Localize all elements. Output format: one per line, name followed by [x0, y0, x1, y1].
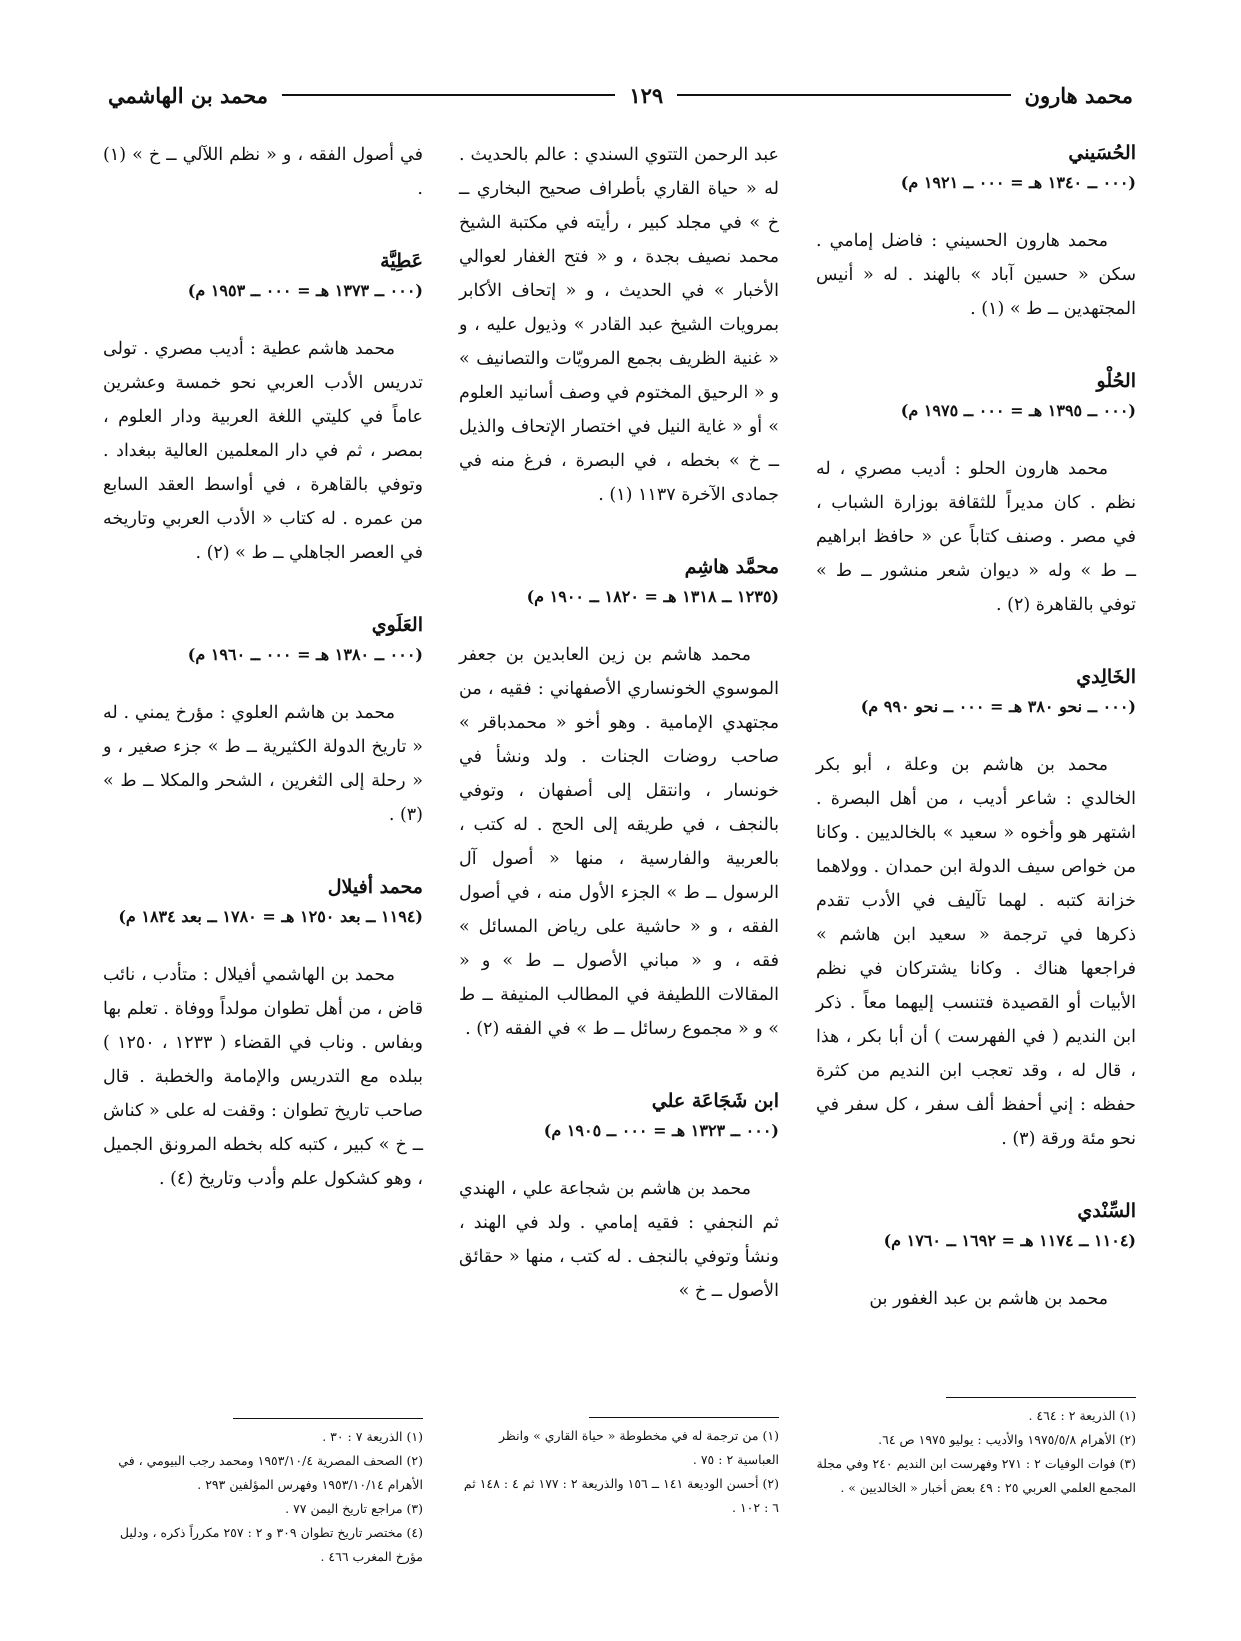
- header-rule: [677, 94, 1010, 96]
- entry-atiyya: [103, 246, 423, 570]
- entry-dates: (٠٠٠ ــ ١٣٨٠ هـ = ٠٠٠ ــ ١٩٦٠ م): [187, 645, 423, 664]
- entry-heading: العَلَوي: [371, 614, 423, 636]
- footnote: (١) من ترجمة له في مخطوطة « حياة القاري » وانظر العباسية ٢ : ٧٥ .: [498, 1428, 779, 1467]
- entry-heading: الخَالِدي: [1076, 666, 1136, 688]
- entry-sindi: [816, 1196, 1136, 1316]
- entry-dates: (٠٠٠ ــ ١٣٧٣ هـ = ٠٠٠ ــ ١٩٥٣ م): [187, 281, 423, 300]
- entry-heading: محمَّد هاشِم: [684, 556, 779, 578]
- entry-heading: ابن شَجَاعَة علي: [651, 1090, 779, 1112]
- entry-alawi: [103, 610, 423, 832]
- footnote-rule: [233, 1418, 423, 1419]
- entry-body: محمد هاشم عطية : أديب مصري . تولى تدريس الأدب العربي نحو خمسة وعشرين عاماً في كليتي اللغة العربية ودار العلوم ، بمصر ، ثم في دار المعلمين العالية ببغداد . وتوفي بالقاهرة ، في أواسط العقد السابع من عمره . له كتاب « الأدب العربي وتاريخه في العصر الجاهلي ــ ط » (٢) .: [103, 339, 423, 563]
- footnote-rule: [589, 1417, 779, 1418]
- footnotes-middle: [459, 1417, 779, 1520]
- footnote-rule: [946, 1397, 1136, 1398]
- entry-dates: (١١٠٤ ــ ١١٧٤ هـ = ١٦٩٢ ــ ١٧٦٠ م): [883, 1231, 1136, 1250]
- page-number: ١٢٩: [629, 82, 664, 108]
- entry-body: محمد هاشم بن زين العابدين بن جعفر الموسوي الخونساري الأصفهاني : فقيه ، من مجتهدي الإمامية . وهو أخو « محمدباقر » صاحب روضات الجنات . ولد ونشأ في خونسار ، وانتقل إلى أصفهان ، وتوفي بالنجف ، في طريقه إلى الحج . له كتب ، بالعربية والفارسية ، منها « أصول آل الرسول ــ ط » الجزء الأول منه ، في أصول الفقه ، و « حاشية على رياض المسائل » فقه ، و « مباني الأصول ــ ط » و « المقالات اللطيفة في المطالب المنيفة ــ ط » و « مجموع رسائل ــ ط » في الفقه (٢) .: [459, 645, 779, 1039]
- continued-text: عبد الرحمن التتوي السندي : عالم بالحديث . له « حياة القاري بأطراف صحيح البخاري ــ خ » في مجلد كبير ، رأيته في مكتبة الشيخ محمد نصيف بجدة ، و « فتح الغفار لعوالي الأخبار » في الحديث ، و « إتحاف الأكابر بمرويات الشيخ عبد القادر » وذيول عليه ، و « غنية الظريف بجمع المرويّات والتصانيف » و « الرحيق المختوم في وصف أسانيد العلوم » أو « غاية النيل في اختصار الإتحاف والذيل ــ خ » بخطه ، في البصرة ، فرغ منه في جمادى الآخرة ١١٣٧ (١) .: [459, 145, 779, 505]
- entry-hilu: [816, 366, 1136, 622]
- column-right: [816, 138, 1136, 1598]
- entry-dates: (٠٠٠ ــ نحو ٣٨٠ هـ = ٠٠٠ ــ نحو ٩٩٠ م): [860, 697, 1136, 716]
- entry-dates: (١١٩٤ ــ بعد ١٢٥٠ هـ = ١٧٨٠ ــ بعد ١٨٣٤ م): [118, 907, 423, 926]
- entry-husaini: [816, 138, 1136, 326]
- running-header: [108, 78, 1133, 112]
- column-middle: [459, 138, 779, 1598]
- footnote: (١) الذريعة ٢ : ٤٦٤ .: [1028, 1408, 1136, 1423]
- running-header-right-title: محمد هارون: [1024, 82, 1133, 108]
- footnote: (١) الذريعة ٧ : ٣٠ .: [322, 1429, 423, 1444]
- entry-body: محمد هارون الحسيني : فاضل إمامي . سكن « حسين آباد » بالهند . له « أنيس المجتهدين ــ ط » (١) .: [816, 231, 1136, 319]
- footnotes-right: [816, 1397, 1136, 1500]
- entry-dates: (١٢٣٥ ــ ١٣١٨ هـ = ١٨٢٠ ــ ١٩٠٠ م): [526, 587, 779, 606]
- entry-khalidi: [816, 662, 1136, 1156]
- entry-muhammad-hashim: [459, 552, 779, 1046]
- footnote: (٢) الأهرام ١٩٧٥/٥/٨ والأديب : يوليو ١٩٧٥ ص ٦٤.: [878, 1432, 1136, 1447]
- entry-heading: محمد أفيلال: [327, 876, 423, 898]
- footnote: (٢) أحسن الوديعة ١٤١ ــ ١٥٦ والذريعة ٢ : ١٧٧ ثم ٤ : ١٤٨ ثم ٦ : ١٠٢ .: [463, 1476, 779, 1515]
- footnote: (٣) مراجع تاريخ اليمن ٧٧ .: [285, 1501, 423, 1516]
- entry-heading: عَطِيَّة: [380, 250, 423, 272]
- entry-body: محمد بن هاشم بن شجاعة علي ، الهندي ثم النجفي : فقيه إمامي . ولد في الهند ، ونشأ وتوفي بالنجف . له كتب ، منها « حقائق الأصول ــ خ »: [459, 1179, 779, 1301]
- running-header-left-title: محمد بن الهاشمي: [107, 82, 268, 108]
- entry-heading: الحُلْو: [1096, 370, 1136, 392]
- continued-text: في أصول الفقه ، و « نظم اللآلي ــ خ » (١) .: [103, 145, 423, 199]
- footnotes-left: [103, 1418, 423, 1569]
- header-rule: [282, 94, 615, 96]
- entry-dates: (٠٠٠ ــ ١٣٤٠ هـ = ٠٠٠ ــ ١٩٢١ م): [900, 173, 1136, 192]
- entry-body: محمد بن هاشم بن وعلة ، أبو بكر الخالدي : شاعر أديب ، من أهل البصرة . اشتهر هو وأخوه « سعيد » بالخالديين . وكانا من خواص سيف الدولة ابن حمدان . وولاهما خزانة كتبه . لهما تآليف في الأدب تقدم ذكرها في ترجمة « سعيد ابن هاشم » فراجعها هناك . وكانا يشتركان في نظم الأبيات أو القصيدة فتنسب إليهما معاً . ذكر ابن النديم ( في الفهرست ) أن أبا بكر ، هذا ، قال له ، وقد تعجب ابن النديم من كثرة حفظه : إني أحفظ ألف سفر ، كل سفر في نحو مئة ورقة (٣) .: [816, 755, 1136, 1149]
- footnote: (٤) مختصر تاريخ تطوان ٣٠٩ و ٢ : ٢٥٧ مكرراً ذكره ، ودليل مؤرخ المغرب ٤٦٦ .: [119, 1525, 423, 1564]
- entry-dates: (٠٠٠ ــ ١٣٢٣ هـ = ٠٠٠ ــ ١٩٠٥ م): [543, 1121, 779, 1140]
- entry-body: محمد هارون الحلو : أديب مصري ، له نظم . كان مديراً للثقافة بوزارة الشباب ، في مصر . وصنف كتاباً عن « حافظ ابراهيم ــ ط » وله « ديوان شعر منشور ــ ط » توفي بالقاهرة (٢) .: [816, 459, 1136, 615]
- entry-body: محمد بن هاشم بن عبد الغفور بن: [869, 1289, 1108, 1309]
- footnote: (٣) فوات الوفيات ٢ : ٢٧١ وفهرست ابن النديم ٢٤٠ وفي مجلة المجمع العلمي العربي ٢٥ : ٤٩ بعض أخبار « الخالديين » .: [816, 1456, 1136, 1495]
- entry-body: محمد بن هاشم العلوي : مؤرخ يمني . له « تاريخ الدولة الكثيرية ــ ط » جزء صغير ، و « رحلة إلى الثغرين ، الشحر والمكلا ــ ط » (٣) .: [103, 703, 423, 825]
- entry-heading: الحُسَيني: [1068, 142, 1136, 164]
- entry-dates: (٠٠٠ ــ ١٣٩٥ هـ = ٠٠٠ ــ ١٩٧٥ م): [900, 401, 1136, 420]
- column-left: [103, 138, 423, 1598]
- entry-body: محمد بن الهاشمي أفيلال : متأدب ، نائب قاض ، من أهل تطوان مولداً ووفاة . تعلم بها وبفاس . وناب في القضاء ( ١٢٣٣ ، ١٢٥٠ ) ببلده مع التدريس والإمامة والخطبة . قال صاحب تاريخ تطوان : وقفت له على « كناش ــ خ » كبير ، كتبه كله بخطه المرونق الجميل ، وهو كشكول علم وأدب وتاريخ (٤) .: [103, 965, 424, 1189]
- entry-ibn-shujaa-ali: [459, 1086, 779, 1308]
- entry-afilal: [103, 872, 423, 1196]
- footnote: (٢) الصحف المصرية ١٩٥٣/١٠/٤ ومحمد رجب البيومي ، في الأهرام ١٩٥٣/١٠/١٤ وفهرس المؤلفين ٢٩٣ .: [118, 1453, 423, 1492]
- entry-heading: السِّنْدي: [1077, 1200, 1136, 1222]
